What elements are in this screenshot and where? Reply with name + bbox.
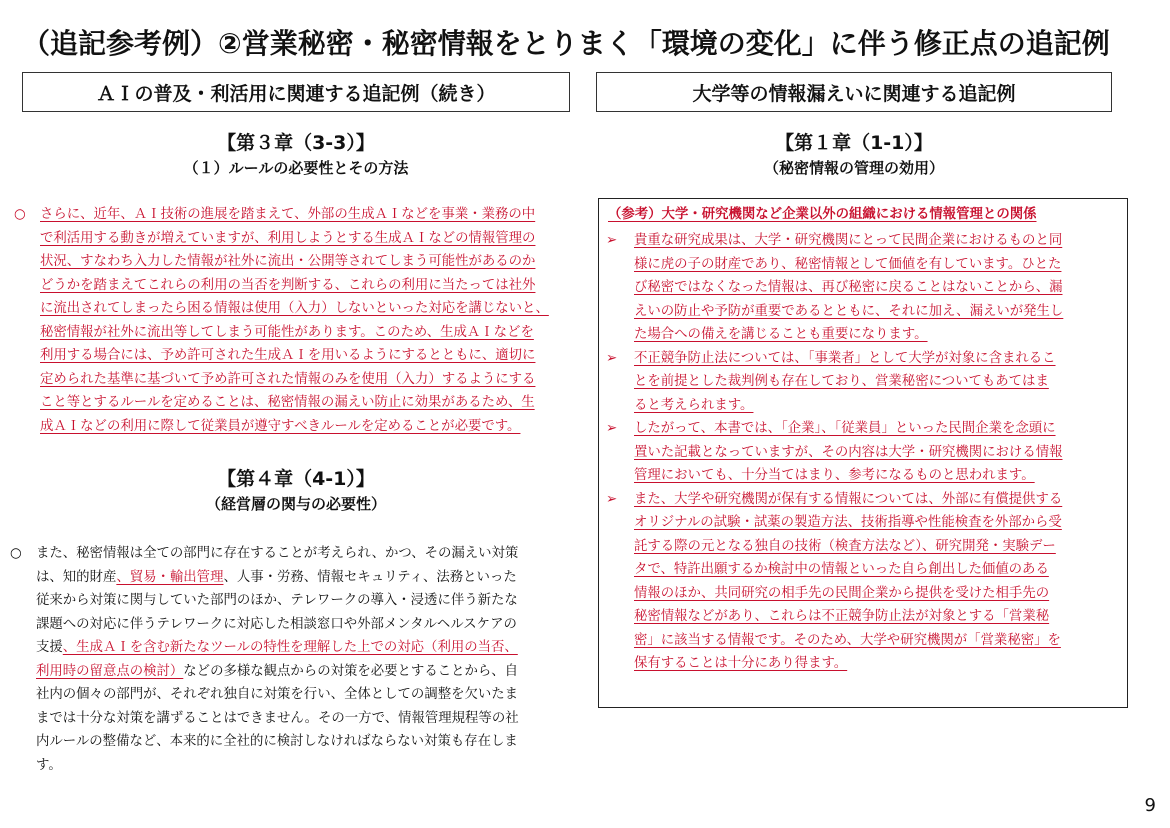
text-line: タで、特許出願するか検討中の情報といった自ら創出した価値のある	[634, 562, 1049, 577]
text-line: 置いた記載となっていますが、その内容は大学・研究機関における情報	[634, 444, 1063, 460]
text-line: 秘密情報が社外に流出等してしまう可能性があります。このため、生成ＡＩなどを	[40, 324, 534, 340]
right-column-header: 大学等の情報漏えいに関連する追記例	[596, 72, 1112, 112]
chapter-3-heading	[22, 128, 570, 178]
arrow-bullet-icon: ➢	[606, 233, 618, 248]
text-line: 状況、すなわち入力した情報が社外に流出・公開等されてしまう可能性があるのか	[40, 254, 536, 269]
text-line: また、大学や研究機関が保有する情報については、外部に有償提供する	[634, 491, 1063, 507]
text-line: 情報のほか、共同研究の相手先の民間企業から提供を受けた相手先の	[634, 585, 1050, 601]
page-number: 9	[1144, 795, 1156, 816]
text-line: 成ＡＩなどの利用に際して従業員が遵守すべきルールを定めることが必要です。	[40, 418, 521, 434]
text-line: 課題への対応に伴うテレワークに対応した相談窓口や外部メンタルヘルスケアの	[36, 616, 517, 632]
text-line: び秘密ではなくなった情報は、再び秘密に戻ることはないことから、漏	[634, 280, 1063, 295]
chapter-4-subtitle: （経営層の関与の必要性）	[205, 495, 386, 513]
text-line: 密」に該当する情報です。そのため、大学や研究機関が「営業秘密」を	[634, 632, 1061, 648]
page-title: （追記参考例）②営業秘密・秘密情報をとりまく「環境の変化」に伴う修正点の追記例	[22, 27, 1110, 60]
chapter-3-title: 【第３章（3-3）】	[217, 132, 375, 154]
text-line: とを前提とした裁判例も存在しており、営業秘密についてもあてはま	[634, 374, 1049, 389]
arrow-bullet-icon: ➢	[606, 421, 618, 436]
text-line: た場合への備えを講じることも重要になります。	[634, 327, 928, 342]
text-line: したがって、本書では、「企業」、「従業員」といった民間企業を念頭に	[634, 421, 1056, 436]
text-line: 不正競争防止法については、「事業者」として大学が対象に含まれるこ	[634, 350, 1056, 366]
chapter-4-paragraph	[10, 542, 588, 777]
text-line: 社内の個々の部門が、それぞれ独自に対策を行い、全体としての調整を欠いたま	[36, 687, 519, 702]
added-text-segment: 利用時の留意点の検討）	[36, 663, 184, 679]
text-line: 保有することは十分にあり得ます。	[634, 656, 848, 671]
text-segment: 支援	[36, 640, 63, 655]
chapter-3-subtitle: （１）ルールの必要性とその方法	[183, 159, 409, 177]
arrow-bullet-icon: ➢	[606, 350, 618, 366]
chapter-4-title: 【第４章（4-1）】	[217, 468, 375, 490]
reference-box-title: （参考）大学・研究機関など企業以外の組織における情報管理との関係	[608, 207, 1037, 222]
text-line: さらに、近年、ＡＩ技術の進展を踏まえて、外部の生成ＡＩなどを事業・業務の中	[40, 207, 536, 222]
text-line: 内ルールの整備など、本来的に全社的に検討しなければならない対策も存在しま	[36, 734, 518, 749]
text-segment: 、人事・労務、情報セキュリティ、法務といった	[223, 569, 517, 585]
chapter-4-heading	[22, 464, 570, 514]
text-line: 様に虎の子の財産であり、秘密情報として価値を有しています。ひとた	[634, 256, 1062, 272]
text-segment: は、知的財産	[36, 569, 117, 585]
text-line: えいの防止や予防が重要であるとともに、それに加え、漏えいが発生し	[634, 303, 1064, 319]
arrow-bullet-icon: ➢	[606, 491, 618, 507]
added-text-segment: 、貿易・輸出管理	[116, 569, 224, 585]
text-line: 貴重な研究成果は、大学・研究機関にとって民間企業におけるものと同	[634, 233, 1063, 248]
text-line: 管理においても、十分当てはまり、参考になるものと思われます。	[634, 468, 1035, 483]
text-line: また、秘密情報は全ての部門に存在することが考えられ、かつ、その漏えい対策	[36, 546, 519, 561]
left-column-header: ＡＩの普及・利活用に関連する追記例（続き）	[22, 72, 570, 112]
circle-bullet-icon: ○	[14, 207, 26, 222]
text-line: ると考えられます。	[634, 397, 754, 413]
text-line: こと等とするルールを定めることは、秘密情報の漏えい防止に効果があるため、生	[40, 395, 535, 410]
text-line: どうかを踏まえてこれらの利用の当否を判断する、これらの利用に当たっては社外	[40, 277, 536, 293]
chapter-3-paragraph	[14, 203, 586, 438]
chapter-1-subtitle: （秘密情報の管理の効用）	[763, 159, 944, 177]
text-line: で利活用する動きが増えていますが、利用しようとする生成ＡＩなどの情報管理の	[40, 230, 536, 246]
reference-items	[606, 229, 1126, 676]
added-text-segment: 、生成ＡＩを含む新たなツールの特性を理解した上での対応（利用の当否、	[62, 640, 518, 655]
chapter-1-heading	[596, 128, 1112, 178]
text-segment: などの多様な観点からの対策を必要とすることから、自	[183, 663, 519, 679]
text-line: までは十分な対策を講ずることはできません。その一方で、情報管理規程等の社	[36, 710, 519, 726]
text-line: 託する際の元となる独自の技術（検査方法など）、研究開発・実験デー	[634, 538, 1056, 554]
circle-bullet-icon: ○	[10, 546, 22, 561]
text-line: 利用する場合には、予め許可された生成ＡＩを用いるようにするとともに、適切に	[40, 348, 536, 363]
chapter-1-title: 【第１章（1-1）】	[775, 132, 933, 154]
text-line: 従来から対策に関与していた部門のほか、テレワークの導入・浸透に伴う新たな	[36, 593, 518, 608]
text-line: 定められた基準に基づいて予め許可された情報のみを使用（入力）するようにする	[40, 371, 536, 387]
text-line: す。	[36, 757, 62, 773]
text-line: 秘密情報などがあり、これらは不正競争防止法が対象とする「営業秘	[634, 609, 1050, 624]
text-line: オリジナルの試験・試薬の製造方法、技術指導や性能検査を外部から受	[634, 515, 1062, 530]
text-line: に流出されてしまったら困る情報は使用（入力）しないといった対応を講じないと、	[40, 301, 549, 316]
